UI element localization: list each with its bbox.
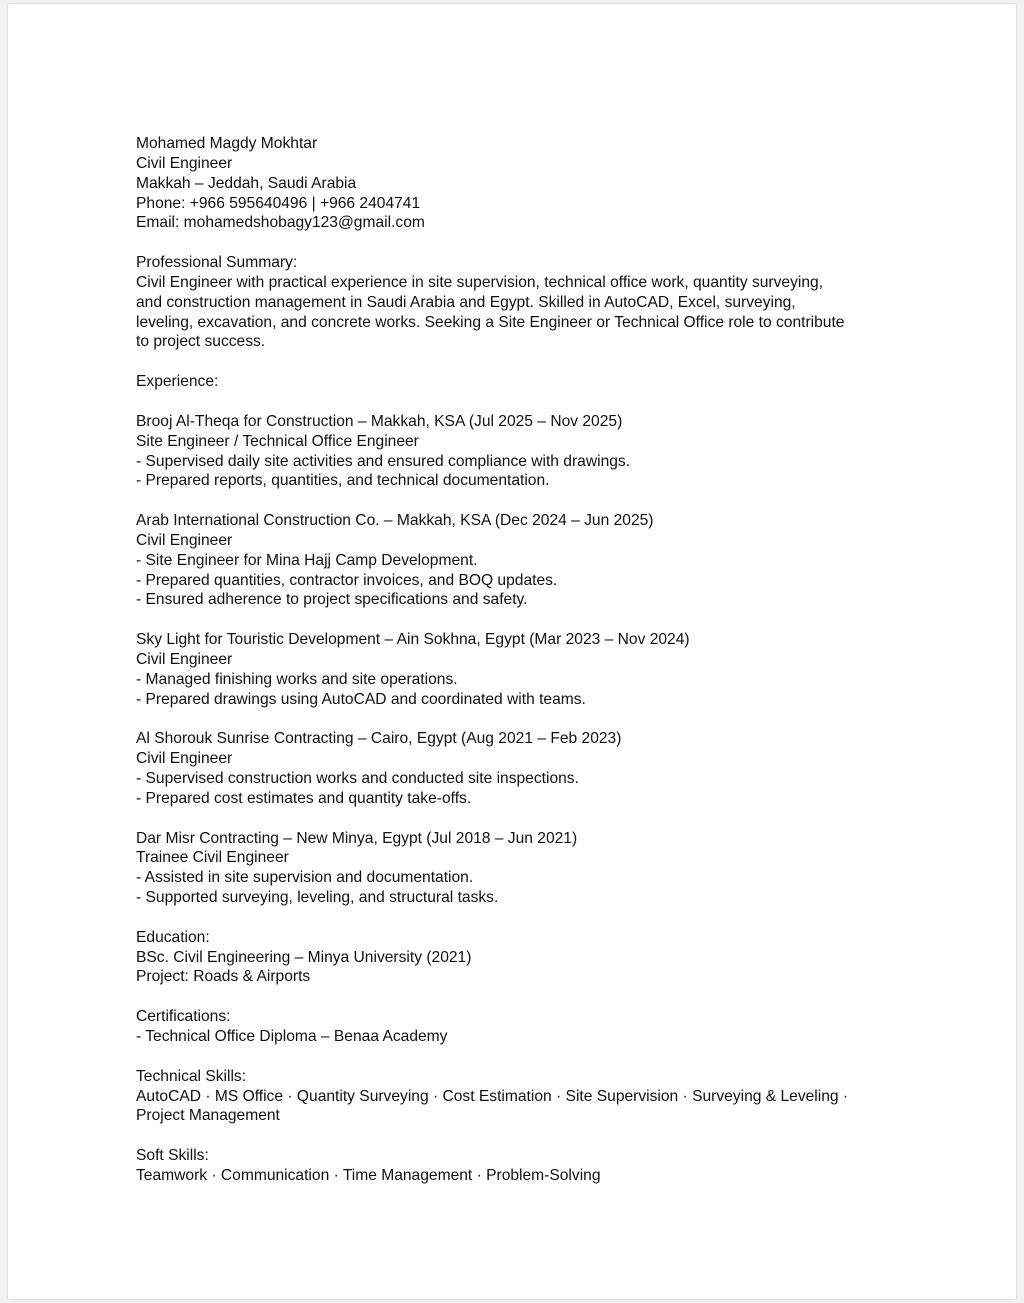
job-company: Sky Light for Touristic Development – Ain Sokhna, Egypt (Mar 2023 – Nov 2024)	[136, 631, 690, 649]
job-role: Trainee Civil Engineer	[136, 849, 289, 867]
resume-page	[8, 4, 1016, 1299]
spacer	[136, 352, 936, 372]
summary-line: to project success.	[136, 333, 266, 351]
job-entry	[136, 729, 936, 808]
job-bullet: - Supported surveying, leveling, and structural tasks.	[136, 889, 499, 907]
job-entry	[136, 829, 936, 908]
spacer	[136, 392, 936, 412]
candidate-location: Makkah – Jeddah, Saudi Arabia	[136, 174, 357, 192]
job-bullet: - Ensured adherence to project specifications and safety.	[136, 591, 528, 609]
job-entry	[136, 630, 936, 709]
spacer	[136, 987, 936, 1007]
technical-skills-line: AutoCAD · MS Office · Quantity Surveying · Cost Estimation · Site Supervision · Surveying & Leveling ·	[136, 1087, 849, 1105]
spacer	[136, 1126, 936, 1146]
candidate-phone: Phone: +966 595640496 | +966 2404741	[136, 194, 421, 212]
spacer	[136, 709, 936, 729]
spacer	[136, 809, 936, 829]
spacer	[136, 908, 936, 928]
job-bullet: - Supervised construction works and conducted site inspections.	[136, 770, 579, 787]
spacer	[136, 491, 936, 511]
job-role: Civil Engineer	[136, 531, 233, 549]
candidate-title: Civil Engineer	[136, 154, 233, 172]
summary-heading: Professional Summary:	[136, 254, 298, 272]
technical-skills-heading: Technical Skills:	[136, 1067, 247, 1085]
job-bullet: - Prepared reports, quantities, and technical documentation.	[136, 472, 550, 490]
education-project: Project: Roads & Airports	[136, 968, 311, 986]
job-bullet: - Site Engineer for Mina Hajj Camp Development.	[136, 551, 478, 569]
job-role: Site Engineer / Technical Office Engineer	[136, 432, 419, 450]
education-section	[136, 928, 936, 988]
job-company: Brooj Al-Theqa for Construction – Makkah, KSA (Jul 2025 – Nov 2025)	[136, 412, 623, 430]
job-bullet: - Supervised daily site activities and ensured compliance with drawings.	[136, 452, 631, 470]
experience-section	[136, 372, 936, 908]
job-bullet: - Managed finishing works and site operations.	[136, 670, 458, 688]
candidate-email: Email: mohamedshobagy123@gmail.com	[136, 214, 425, 232]
job-entry	[136, 412, 936, 491]
spacer	[136, 233, 936, 253]
resume-content	[136, 134, 936, 1186]
spacer	[136, 610, 936, 630]
job-entry	[136, 511, 936, 610]
technical-skills-section	[136, 1067, 936, 1127]
certifications-heading: Certifications:	[136, 1008, 231, 1026]
job-role: Civil Engineer	[136, 650, 233, 668]
summary-line: and construction management in Saudi Arabia and Egypt. Skilled in AutoCAD, Excel, surveying,	[136, 293, 796, 311]
job-company: Dar Misr Contracting – New Minya, Egypt (Jul 2018 – Jun 2021)	[136, 829, 578, 847]
job-bullet: - Prepared drawings using AutoCAD and coordinated with teams.	[136, 690, 586, 708]
candidate-name: Mohamed Magdy Mokhtar	[136, 135, 318, 152]
soft-skills-heading: Soft Skills:	[136, 1147, 209, 1165]
experience-heading: Experience:	[136, 373, 219, 391]
education-heading: Education:	[136, 928, 210, 946]
spacer	[136, 1047, 936, 1067]
job-bullet: - Assisted in site supervision and documentation.	[136, 869, 474, 887]
soft-skills-line: Teamwork · Communication · Time Management · Problem-Solving	[136, 1166, 601, 1184]
professional-summary-section	[136, 253, 936, 352]
contact-header	[136, 134, 936, 233]
job-bullet: - Prepared quantities, contractor invoices, and BOQ updates.	[136, 571, 558, 589]
job-company: Arab International Construction Co. – Makkah, KSA (Dec 2024 – Jun 2025)	[136, 512, 654, 530]
summary-line: leveling, excavation, and concrete works. Seeking a Site Engineer or Technical Office role to contribute	[136, 313, 845, 331]
job-bullet: - Prepared cost estimates and quantity take-offs.	[136, 789, 472, 807]
education-degree: BSc. Civil Engineering – Minya University (2021)	[136, 948, 472, 966]
job-role: Civil Engineer	[136, 750, 233, 768]
certification-item: - Technical Office Diploma – Benaa Academy	[136, 1027, 448, 1045]
technical-skills-line: Project Management	[136, 1107, 280, 1125]
job-company: Al Shorouk Sunrise Contracting – Cairo, Egypt (Aug 2021 – Feb 2023)	[136, 730, 622, 748]
certifications-section	[136, 1007, 936, 1047]
soft-skills-section	[136, 1146, 936, 1186]
summary-line: Civil Engineer with practical experience in site supervision, technical office work, quantity surveying,	[136, 273, 824, 291]
